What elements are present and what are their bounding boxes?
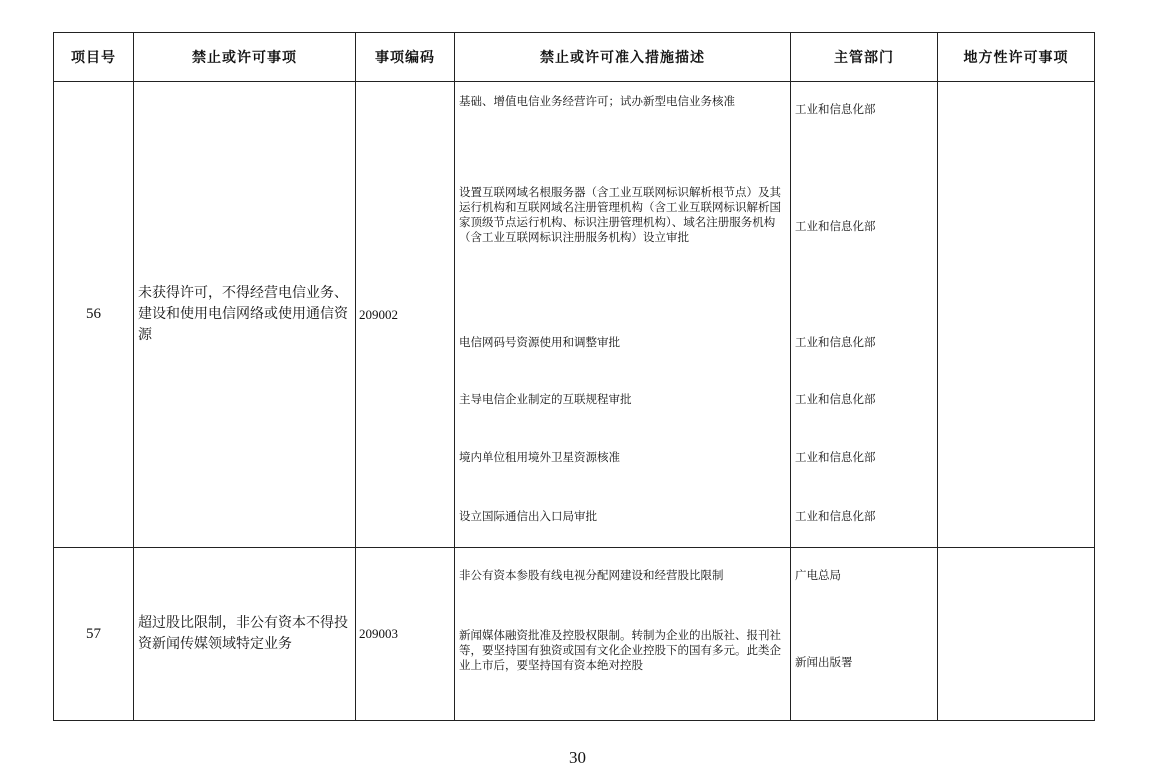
measure-description: 设置互联网域名根服务器（含工业互联网标识解析根节点）及其运行机构和互联网域名注册管理机构（含工业互联网标识解析国家顶级节点运行机构、标识注册管理机构）、域名注册服务机构（含工业互联网标识注册服务机构）设立审批 [459,185,781,244]
measure-description: 境内单位租用境外卫星资源核准 [459,450,620,464]
permit-table [53,32,1095,721]
header-local-permit: 地方性许可事项 [938,33,1095,82]
page-number: 30 [569,748,586,767]
header-item: 禁止或许可事项 [134,33,356,82]
row-code: 209002 [356,82,455,548]
row-item: 超过股比限制，非公有资本不得投资新闻传媒领域特定业务 [134,548,356,721]
row-code: 209003 [356,548,455,721]
row-item: 未获得许可，不得经营电信业务、建设和使用电信网络或使用通信资源 [134,82,356,548]
measure-description-cell [455,82,791,548]
measure-description: 新闻媒体融资批准及控股权限制。转制为企业的出版社、报刊社等，要坚持国有独资或国有文化企业控股下的国有多元。此类企业上市后，要坚持国有资本绝对控股 [459,628,781,672]
department: 工业和信息化部 [795,392,876,406]
local-permit-cell [938,548,1095,721]
department: 广电总局 [795,568,841,582]
table-header-row [54,33,1095,82]
local-permit-cell [938,82,1095,548]
measure-description: 设立国际通信出入口局审批 [459,509,597,523]
department: 工业和信息化部 [795,219,876,233]
table-row [54,548,1095,721]
measure-description: 电信网码号资源使用和调整审批 [459,335,620,349]
measure-description: 主导电信企业制定的互联规程审批 [459,392,632,406]
department: 工业和信息化部 [795,102,876,116]
table-row [54,82,1095,548]
header-code: 事项编码 [356,33,455,82]
measure-description: 非公有资本参股有线电视分配网建设和经营股比限制 [459,568,724,582]
header-item-number: 项目号 [54,33,134,82]
department: 工业和信息化部 [795,450,876,464]
department: 工业和信息化部 [795,509,876,523]
measure-description: 基础、增值电信业务经营许可；试办新型电信业务核准 [459,94,735,108]
department: 新闻出版署 [795,655,853,669]
header-measure-description: 禁止或许可准入措施描述 [455,33,791,82]
row-number: 56 [54,82,134,548]
header-department: 主管部门 [791,33,938,82]
department-cell [791,548,938,721]
measure-description-cell [455,548,791,721]
row-number: 57 [54,548,134,721]
department: 工业和信息化部 [795,335,876,349]
department-cell [791,82,938,548]
